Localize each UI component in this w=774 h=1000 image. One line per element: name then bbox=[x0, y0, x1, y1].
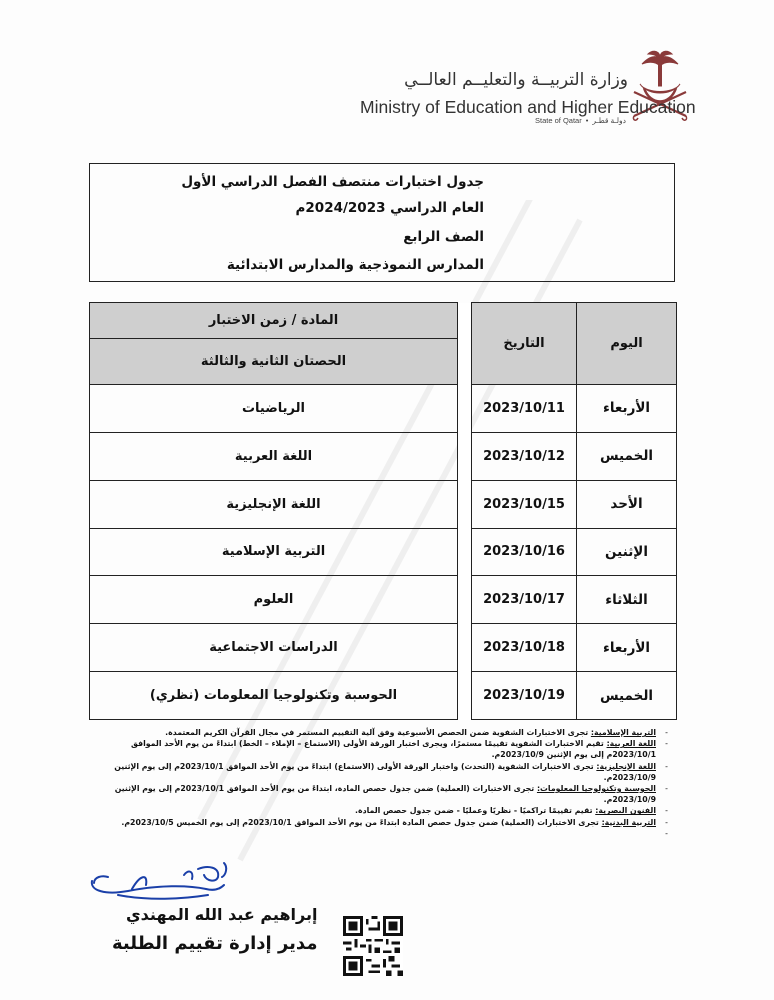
note-text: تقيم الاختبارات الشفوية تقييمًا مستمرًا، ويجرى اختبار الورقة الأولى (الاستماع – الإملاء – الخط) ابتداءً من يوم الأحد الموافق 2023/10/1م إلى يوم الإثنين 2023/10/9م. bbox=[130, 739, 656, 760]
note-item: - الفنون البصرية: تقيم تقييمًا تراكميًا - نظريًا وعمليًا - ضمن جدول حصص المادة. bbox=[355, 806, 668, 816]
row-subject: الدراسات الاجتماعية bbox=[90, 624, 458, 672]
row-gap bbox=[458, 528, 472, 576]
note-label: الحوسبة وتكنولوجيا المعلومات: bbox=[536, 784, 656, 794]
row-subject: اللغة العربية bbox=[90, 432, 458, 480]
signatory-name: إبراهيم عبد الله المهندي bbox=[126, 905, 318, 924]
header-date: التاريخ bbox=[472, 303, 577, 385]
title-box bbox=[89, 163, 675, 282]
separator-dot-icon: • bbox=[585, 116, 589, 125]
note-label: الفنون البصرية: bbox=[595, 806, 656, 816]
ministry-header bbox=[360, 48, 696, 133]
table-row bbox=[90, 385, 677, 433]
exam-schedule-table bbox=[89, 302, 677, 720]
signature-icon bbox=[88, 855, 233, 905]
row-date: 2023/10/16 bbox=[472, 528, 577, 576]
note-item: - اللغة العربية: تقيم الاختبارات الشفوية تقييمًا مستمرًا، ويجرى اختبار الورقة الأولى (الاستماع – الإملاء – الخط) ابتداءً من يوم الأحد الموافق 2023/10/1م إلى يوم الإثنين 2023/10/9م. bbox=[130, 739, 668, 760]
note-label: التربية البدنية: bbox=[601, 817, 656, 827]
row-gap bbox=[458, 480, 472, 528]
header-periods: الحصتان الثانية والثالثة bbox=[90, 339, 458, 385]
note-text: تجرى الاختبارات الشفوية (التحدث) واختبار الورقة الأولى (الاستماع) ابتداءً من يوم الأحد الموافق 2023/10/1م إلى يوم الإثنين 2023/10/9م. bbox=[114, 761, 656, 782]
row-day: الخميس bbox=[577, 432, 677, 480]
notes-list: - التربية الإسلامية: تجرى الاختبارات الشفوية ضمن الحصص الأسبوعية وفق آلية التقييم المستمر في مجال القرآن الكريم المعتمدة. - اللغة العربية: تقيم الاختبارات الشفوية تقييمًا مستمرًا، ويجرى اختبار الورقة الأولى (الاستماع – الإملاء – الخط) ابتداءً من يوم الأحد الموافق 2023/10/1م إلى يوم الإثنين 2023/10/9م. - اللغة الإنجليزية: تجرى الاختبارات الشفوية (التحدث) واختبار الورقة الأولى (الاستماع) ابتداءً من يوم الأحد الموافق 2023/10/1م إلى يوم الإثنين 2023/10/9م. - الحوسبة وتكنولوجيا المعلومات: تجرى الاختبارات (العملية) ضمن جدول حصص المادة، ابتداءً من يوم الأحد الموافق 2023/10/1م إلى يوم الإثنين 2023/10/9م. - الفنون البصرية: تقيم تقييمًا تراكميًا - نظريًا وعمليًا - ضمن جدول حصص المادة. - التربية البدنية: تجرى الاختبارات (العملية) ضمن جدول حصص المادة ابتداءً من يوم الأحد الموافق 2023/10/1م إلى يوم الخميس 2023/10/5م. - bbox=[98, 727, 668, 828]
row-day: الأحد bbox=[577, 480, 677, 528]
header-gap bbox=[458, 303, 472, 385]
row-subject: الحوسبة وتكنولوجيا المعلومات (نظري) bbox=[90, 672, 458, 720]
row-gap bbox=[458, 624, 472, 672]
row-gap bbox=[458, 385, 472, 433]
qr-code-icon bbox=[343, 915, 403, 977]
exam-schedule-title: جدول اختبارات منتصف الفصل الدراسي الأول bbox=[181, 174, 484, 190]
ministry-name-arabic: وزارة التربيــة والتعليــم العالــي bbox=[404, 70, 628, 90]
row-date: 2023/10/18 bbox=[472, 624, 577, 672]
row-gap bbox=[458, 576, 472, 624]
row-subject: التربية الإسلامية bbox=[90, 528, 458, 576]
row-gap bbox=[458, 672, 472, 720]
note-text: تجرى الاختبارات (العملية) ضمن جدول حصص المادة، ابتداءً من يوم الأحد الموافق 2023/10/1م إلى يوم الإثنين 2023/10/9م. bbox=[114, 784, 656, 805]
table-row bbox=[90, 528, 677, 576]
table-row bbox=[90, 624, 677, 672]
note-item: - التربية البدنية: تجرى الاختبارات (العملية) ضمن جدول حصص المادة ابتداءً من يوم الأحد الموافق 2023/10/1م إلى يوم الخميس 2023/10/5م. bbox=[121, 817, 668, 827]
row-subject: اللغة الإنجليزية bbox=[90, 480, 458, 528]
note-item: - التربية الإسلامية: تجرى الاختبارات الشفوية ضمن الحصص الأسبوعية وفق آلية التقييم المستمر في مجال القرآن الكريم المعتمدة. bbox=[165, 728, 668, 737]
table-row bbox=[90, 576, 677, 624]
header-subject-time: المادة / زمن الاختبار bbox=[90, 303, 458, 339]
row-date: 2023/10/15 bbox=[472, 480, 577, 528]
note-text: تجرى الاختبارات (العملية) ضمن جدول حصص المادة ابتداءً من يوم الأحد الموافق 2023/10/1م إلى يوم الخميس 2023/10/5م. bbox=[121, 817, 602, 827]
row-day: الخميس bbox=[577, 672, 677, 720]
academic-year: العام الدراسي 2024/2023م bbox=[295, 200, 484, 216]
row-date: 2023/10/17 bbox=[472, 576, 577, 624]
row-subject: الرياضيات bbox=[90, 385, 458, 433]
table-row bbox=[90, 480, 677, 528]
row-date: 2023/10/11 bbox=[472, 385, 577, 433]
table-row bbox=[90, 672, 677, 720]
state-english: State of Qatar bbox=[535, 116, 582, 125]
row-day: الثلاثاء bbox=[577, 576, 677, 624]
note-text: تقيم تقييمًا تراكميًا - نظريًا وعمليًا - ضمن جدول حصص المادة. bbox=[355, 806, 596, 816]
ministry-name-english: Ministry of Education and Higher Education bbox=[360, 97, 696, 117]
note-label: اللغة العربية: bbox=[606, 739, 656, 749]
state-of-qatar bbox=[533, 116, 628, 125]
note-label: التربية الإسلامية: bbox=[590, 728, 656, 737]
signatory-title: مدير إدارة تقييم الطلبة bbox=[112, 933, 318, 954]
school-types: المدارس النموذجية والمدارس الابتدائية bbox=[226, 257, 484, 273]
row-day: الأربعاء bbox=[577, 385, 677, 433]
note-item: - اللغة الإنجليزية: تجرى الاختبارات الشفوية (التحدث) واختبار الورقة الأولى (الاستماع) ابتداءً من يوم الأحد الموافق 2023/10/1م إلى يوم الإثنين 2023/10/9م. bbox=[114, 761, 668, 782]
table-row bbox=[90, 432, 677, 480]
header-day: اليوم bbox=[577, 303, 677, 385]
note-item: - الحوسبة وتكنولوجيا المعلومات: تجرى الاختبارات (العملية) ضمن جدول حصص المادة، ابتداءً من يوم الأحد الموافق 2023/10/1م إلى يوم الإثنين 2023/10/9م. bbox=[114, 784, 668, 805]
row-day: الأربعاء bbox=[577, 624, 677, 672]
note-text: تجرى الاختبارات الشفوية ضمن الحصص الأسبوعية وفق آلية التقييم المستمر في مجال القرآن الكريم المعتمدة. bbox=[165, 728, 591, 737]
row-subject: العلوم bbox=[90, 576, 458, 624]
row-gap bbox=[458, 432, 472, 480]
state-arabic: دولـة قطـر bbox=[592, 116, 626, 125]
row-day: الإثنين bbox=[577, 528, 677, 576]
row-date: 2023/10/19 bbox=[472, 672, 577, 720]
grade-level: الصف الرابع bbox=[403, 229, 484, 245]
note-label: اللغة الإنجليزية: bbox=[596, 761, 656, 771]
row-date: 2023/10/12 bbox=[472, 432, 577, 480]
